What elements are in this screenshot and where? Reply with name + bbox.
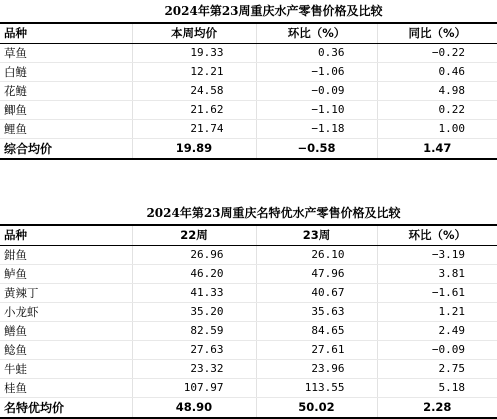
retail-price-table-section: [0, 0, 497, 160]
cell-value: 5.18: [377, 378, 497, 397]
cell-value: 35.63: [256, 302, 377, 321]
table-row: [0, 283, 497, 302]
cell-name: 桂鱼: [0, 378, 132, 397]
table-row: [0, 340, 497, 359]
cell-value: 19.89: [132, 138, 256, 159]
cell-value: 23周: [256, 225, 377, 245]
cell-value: −0.09: [256, 81, 377, 100]
cell-value: 1.00: [377, 119, 497, 138]
cell-value: 22周: [132, 225, 256, 245]
cell-value: 同比（%）: [377, 23, 497, 43]
table-row: [0, 264, 497, 283]
cell-value: 3.81: [377, 264, 497, 283]
premium-price-table: [0, 224, 497, 419]
table-row: [0, 321, 497, 340]
cell-value: −0.22: [377, 43, 497, 62]
table-title: 2024年第23周重庆名特优水产零售价格及比较: [146, 206, 401, 220]
cell-value: 48.90: [132, 397, 256, 418]
table-title: 2024年第23周重庆水产零售价格及比较: [164, 4, 383, 18]
cell-value: 1.21: [377, 302, 497, 321]
cell-value: −0.09: [377, 340, 497, 359]
cell-name: 鲤鱼: [0, 119, 132, 138]
cell-value: 4.98: [377, 81, 497, 100]
cell-value: 46.20: [132, 264, 256, 283]
cell-value: 21.74: [132, 119, 256, 138]
cell-value: 50.02: [256, 397, 377, 418]
table-summary-row: [0, 397, 497, 418]
cell-name: 鲫鱼: [0, 100, 132, 119]
cell-value: 23.32: [132, 359, 256, 378]
cell-name: 鳝鱼: [0, 321, 132, 340]
cell-value: 21.62: [132, 100, 256, 119]
table-header-row: [0, 23, 497, 43]
cell-name: 名特优均价: [0, 397, 132, 418]
cell-name: 牛蛙: [0, 359, 132, 378]
cell-value: 24.58: [132, 81, 256, 100]
cell-value: 26.96: [132, 245, 256, 264]
cell-value: 40.67: [256, 283, 377, 302]
cell-value: 107.97: [132, 378, 256, 397]
cell-value: 47.96: [256, 264, 377, 283]
cell-value: 82.59: [132, 321, 256, 340]
table-header-row: [0, 225, 497, 245]
cell-value: 27.61: [256, 340, 377, 359]
cell-value: 27.63: [132, 340, 256, 359]
table-row: [0, 245, 497, 264]
table-summary-row: [0, 138, 497, 159]
table-row: [0, 81, 497, 100]
cell-value: 12.21: [132, 62, 256, 81]
cell-name: 品种: [0, 225, 132, 245]
cell-value: 41.33: [132, 283, 256, 302]
retail-price-table: [0, 22, 497, 160]
table-row: [0, 302, 497, 321]
table-row: [0, 378, 497, 397]
cell-value: 23.96: [256, 359, 377, 378]
cell-name: 综合均价: [0, 138, 132, 159]
cell-name: 小龙虾: [0, 302, 132, 321]
cell-value: 0.22: [377, 100, 497, 119]
cell-name: 鲶鱼: [0, 340, 132, 359]
cell-value: 35.20: [132, 302, 256, 321]
cell-name: 黄辣丁: [0, 283, 132, 302]
cell-value: 本周均价: [132, 23, 256, 43]
table-row: [0, 100, 497, 119]
table-row: [0, 359, 497, 378]
cell-value: 26.10: [256, 245, 377, 264]
cell-value: 113.55: [256, 378, 377, 397]
cell-value: 2.75: [377, 359, 497, 378]
cell-name: 品种: [0, 23, 132, 43]
cell-value: 0.46: [377, 62, 497, 81]
cell-name: 花鲢: [0, 81, 132, 100]
cell-value: 19.33: [132, 43, 256, 62]
cell-name: 鉗鱼: [0, 245, 132, 264]
cell-value: 2.28: [377, 397, 497, 418]
cell-value: −1.18: [256, 119, 377, 138]
cell-name: 草鱼: [0, 43, 132, 62]
cell-value: 环比（%）: [256, 23, 377, 43]
cell-name: 白鲢: [0, 62, 132, 81]
cell-value: −1.10: [256, 100, 377, 119]
cell-value: −3.19: [377, 245, 497, 264]
cell-value: −0.58: [256, 138, 377, 159]
cell-value: 2.49: [377, 321, 497, 340]
cell-value: 84.65: [256, 321, 377, 340]
cell-name: 鲈鱼: [0, 264, 132, 283]
premium-price-table-section: [0, 202, 497, 419]
cell-value: −1.61: [377, 283, 497, 302]
cell-value: 环比（%）: [377, 225, 497, 245]
cell-value: 1.47: [377, 138, 497, 159]
table-row: [0, 119, 497, 138]
cell-value: −1.06: [256, 62, 377, 81]
table-row: [0, 62, 497, 81]
table-row: [0, 43, 497, 62]
cell-value: 0.36: [256, 43, 377, 62]
